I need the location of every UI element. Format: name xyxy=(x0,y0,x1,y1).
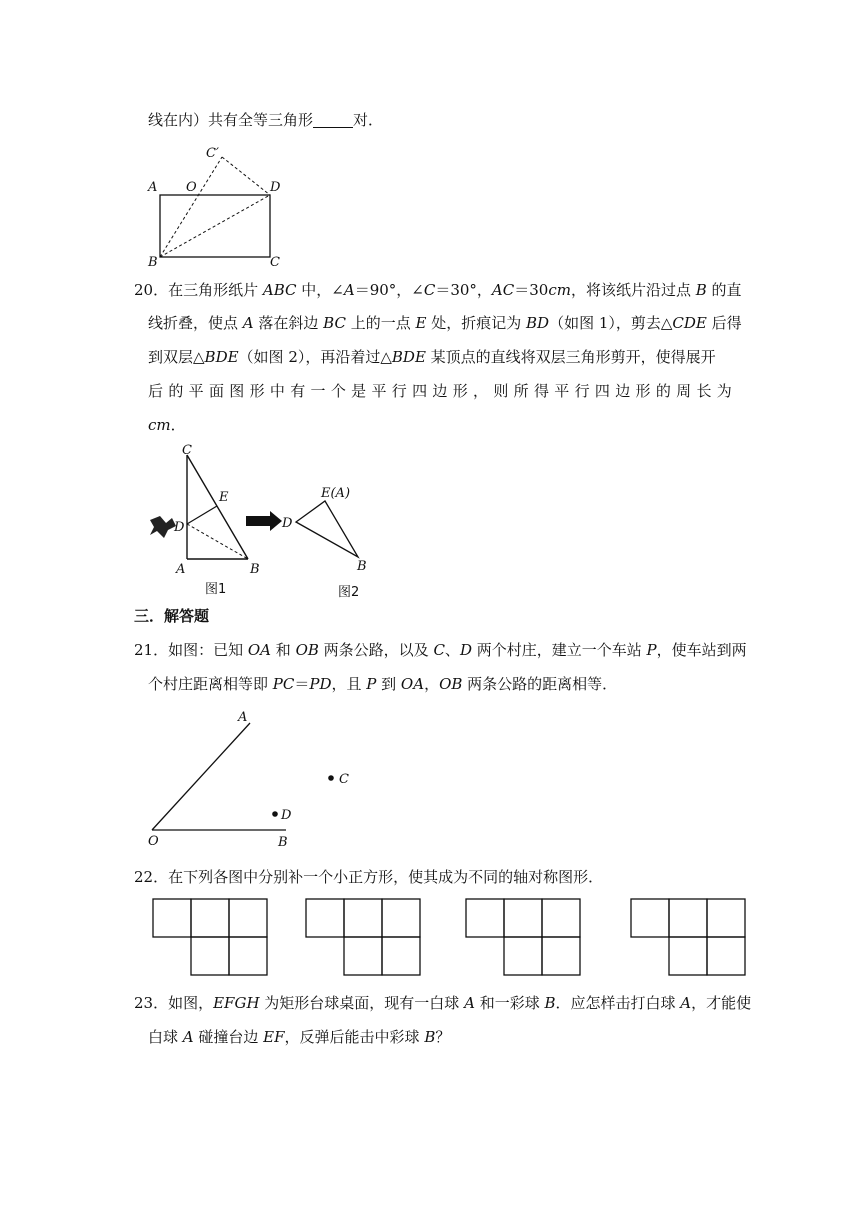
q20-line4-char: 边 xyxy=(615,382,631,400)
q20-line4-char: 是 xyxy=(351,382,367,400)
fig19-diag-bd xyxy=(160,195,270,257)
q20-line4-char: 为 xyxy=(716,382,732,400)
fig19-label-o: O xyxy=(186,180,197,195)
fig20-label-d2: D xyxy=(282,516,293,531)
q20-line4-char: 后 xyxy=(148,382,164,400)
q23-line1: 23．如图，EFGH 为矩形台球桌面，现有一白球 A 和一彩球 B．应怎样击打白球 A，才能使 xyxy=(134,994,752,1012)
fig21-point-d xyxy=(272,811,278,817)
q20-line4-char: 平 xyxy=(554,382,570,400)
q20-line4-char: 的 xyxy=(655,382,671,400)
q20-line5: cm． xyxy=(148,416,186,434)
grid-figure-1 xyxy=(153,899,267,975)
fig20-label-b2: B xyxy=(357,559,367,574)
q20-line3: 到双层△BDE（如图 2），再沿着过△BDE 某顶点的直线将双层三角形剪开，使得展开 xyxy=(148,348,716,366)
fig19-line-bc-prime xyxy=(160,157,222,257)
q20-line4-char: 一 xyxy=(310,382,326,400)
q21-line1: 21．如图：已知 OA 和 OB 两条公路，以及 C、D 两个村庄，建立一个车站 P，使车站到两 xyxy=(134,641,747,659)
fig20-label-a: A xyxy=(176,562,186,577)
fig19-label-d: D xyxy=(270,180,281,195)
q20-line4-char: 行 xyxy=(574,382,590,400)
fig21-label-d: D xyxy=(281,808,292,823)
fig19-rectangle-diagram xyxy=(147,146,281,270)
grid-figure-2 xyxy=(306,899,420,975)
q20-line4-char: 形 xyxy=(452,382,468,400)
fig20-label-d: D xyxy=(174,520,185,535)
q20-line4-char: 个 xyxy=(330,382,346,400)
q20-line4-char: 形 xyxy=(249,382,265,400)
q21-line2: 个村庄距离相等即 PC＝PD，且 P 到 OA，OB 两条公路的距离相等． xyxy=(148,675,618,693)
q20-line4-char: ， xyxy=(473,382,489,400)
fig20-fold-bd xyxy=(187,524,248,559)
fig21-roads-diagram xyxy=(148,710,349,850)
fig22-square-grids xyxy=(153,899,745,975)
q20-line1: 20．在三角形纸片 ABC 中，∠A＝90°，∠C＝30°，AC＝30cm，将该纸片沿过点 B 的直 xyxy=(134,281,742,299)
q23-line2: 白球 A 碰撞台边 EF，反弹后能击中彩球 B？ xyxy=(148,1028,451,1046)
right-arrow-icon xyxy=(246,511,282,531)
fig21-label-o: O xyxy=(148,834,159,849)
fig19-label-b: B xyxy=(148,255,158,270)
q20-line4-char: 则 xyxy=(493,382,509,400)
fig20-caption-2: 图2 xyxy=(338,585,360,600)
q20-line4-char: 有 xyxy=(290,382,306,400)
fig20-label-e: E xyxy=(219,490,229,505)
q20-line4-char: 面 xyxy=(208,382,224,400)
q20-line4-char: 图 xyxy=(229,382,245,400)
fig21-label-b: B xyxy=(278,835,288,850)
fig20-label-b: B xyxy=(250,562,260,577)
q19-tail-text: 线在内）共有全等三角形 对． xyxy=(148,111,384,129)
q20-line4 xyxy=(148,381,732,401)
scissors-icon xyxy=(150,516,176,538)
grid-figure-4 xyxy=(631,899,745,975)
q20-line4-char: 平 xyxy=(371,382,387,400)
q20-line4-char: 行 xyxy=(391,382,407,400)
q20-line4-char: 中 xyxy=(269,382,285,400)
q20-line4-char: 长 xyxy=(696,382,712,400)
fig19-label-c: C xyxy=(270,255,280,270)
fig20-line-de xyxy=(187,506,217,524)
q20-line2: 线折叠，使点 A 落在斜边 BC 上的一点 E 处，折痕记为 BD（如图 1），剪去△CDE 后得 xyxy=(148,314,742,332)
q20-line4-char: 边 xyxy=(432,382,448,400)
fig21-point-c xyxy=(328,775,334,781)
q20-line4-char: 所 xyxy=(513,382,529,400)
fig20-side-cb xyxy=(187,455,248,559)
fig21-road-oa xyxy=(152,723,250,830)
fig20-label-e-a: E(A) xyxy=(321,486,351,501)
q22-text: 22．在下列各图中分别补一个小正方形，使其成为不同的轴对称图形． xyxy=(134,868,604,886)
grid-figure-3 xyxy=(466,899,580,975)
fig20-folding-diagram xyxy=(150,443,367,600)
fig20-triangle-bde xyxy=(296,501,358,557)
q20-line4-char: 平 xyxy=(188,382,204,400)
q20-line4-char: 周 xyxy=(676,382,692,400)
fig20-caption-1: 图1 xyxy=(205,582,227,597)
fig19-label-a: A xyxy=(148,180,158,195)
q20-line4-char: 四 xyxy=(594,382,610,400)
fig21-label-c: C xyxy=(339,772,349,787)
q20-line4-char: 形 xyxy=(635,382,651,400)
q20-line4-char: 得 xyxy=(533,382,549,400)
fig21-label-a: A xyxy=(238,710,248,725)
fig20-label-c: C xyxy=(182,443,192,458)
fig19-label-c-prime: C′ xyxy=(206,146,219,161)
section-heading: 三．解答题 xyxy=(134,607,210,625)
fig19-line-c-prime-d xyxy=(222,157,270,195)
q20-line4-char: 的 xyxy=(168,382,184,400)
q20-line4-char: 四 xyxy=(412,382,428,400)
